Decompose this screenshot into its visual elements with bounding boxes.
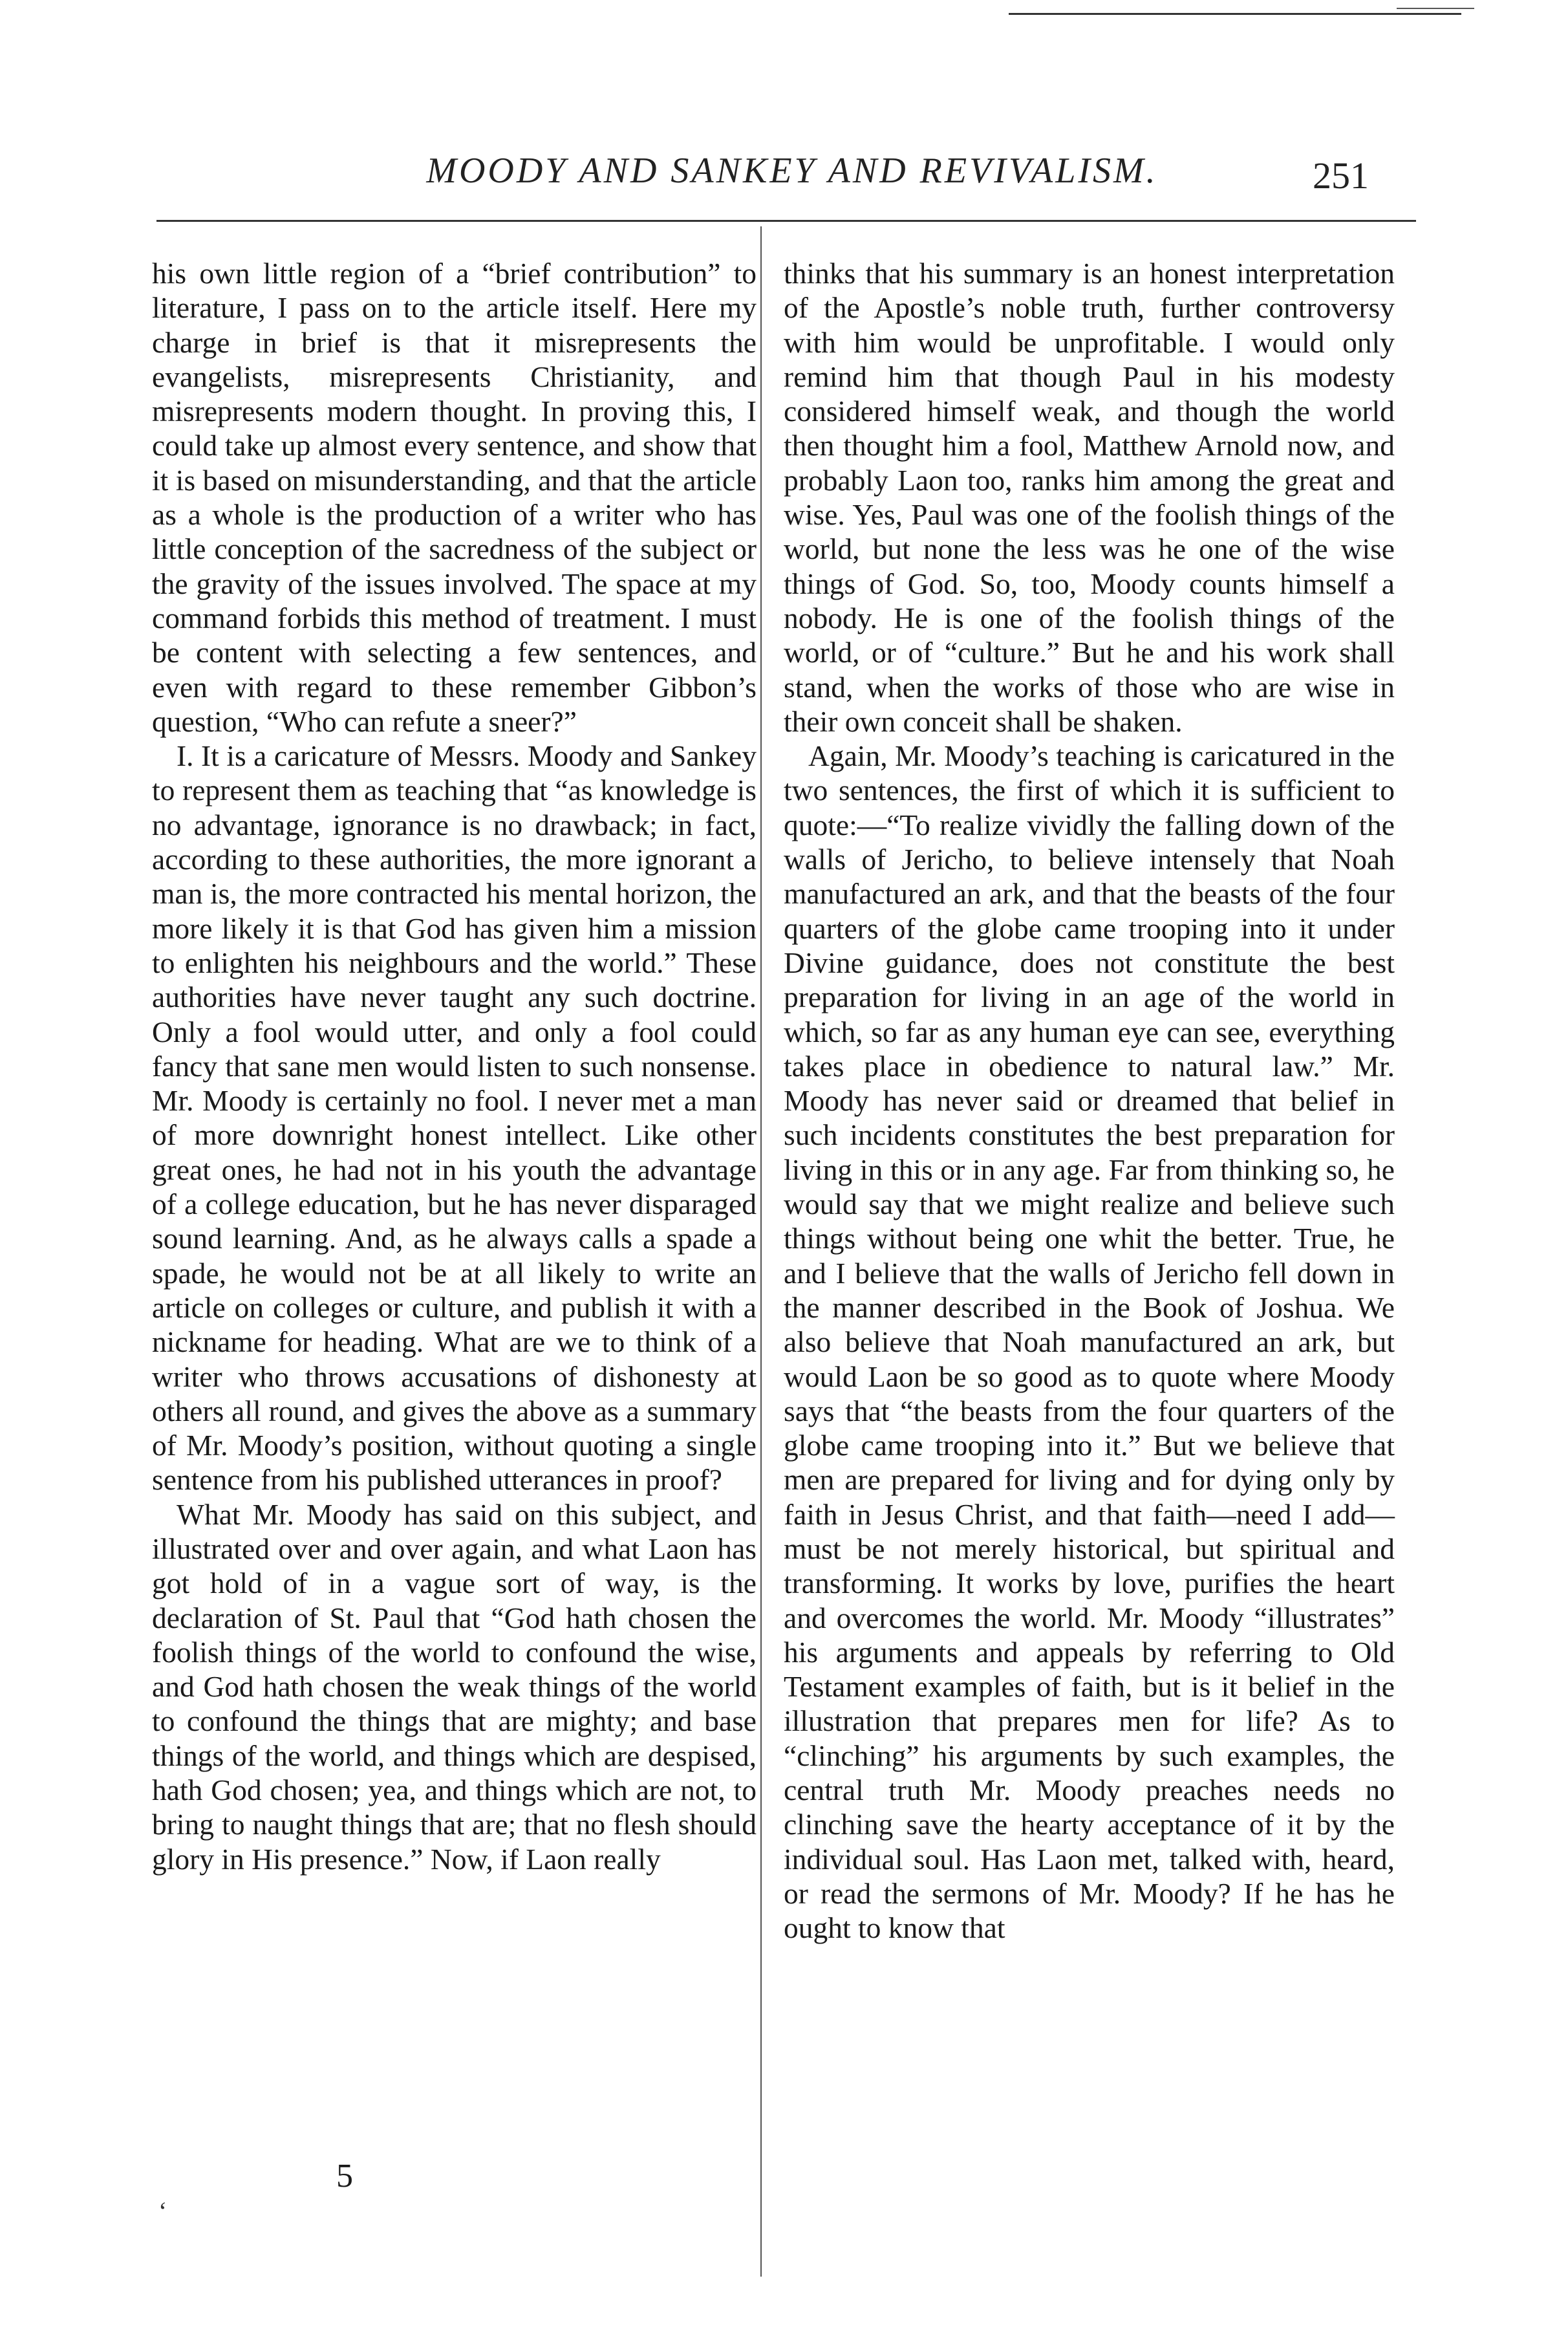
right-paragraph-1: thinks that his summary is an honest interpretation of the Apostle’s noble truth, further controversy with him would be unprofitable. I would only remind him that though Paul in his modesty considered himself weak, and though the world then thought him a fool, Matthew Arnold now, and probably Laon too, ranks him among the great and wise. Yes, Paul was one of the foolish things of the world, but none the less was he one of the wise things of God. So, too, Moody counts himself a nobody. He is one of the foolish things of the world, or of “culture.” But he and his work shall stand, when the works of those who are wise in their own conceit shall be shaken. (784, 257, 1395, 738)
signature-mark: 5 (336, 2158, 353, 2194)
running-title: MOODY AND SANKEY AND REVIVALISM. (426, 151, 1158, 191)
header-rule (156, 220, 1416, 222)
column-divider (760, 226, 762, 2277)
top-edge-mark (1397, 8, 1474, 9)
left-column (152, 256, 757, 1876)
print-speck: ʻ (158, 2196, 167, 2226)
left-paragraph-2: I. It is a caricature of Messrs. Moody and Sankey to represent them as teaching that “as knowledge is no advantage, ignorance is no drawback; in fact, according to these authorities, the more ignorant a man is, the more contracted his mental horizon, the more likely it is that God has given him a mission to enlighten his neighbours and the world.” These authorities have never taught any such doctrine. Only a fool would utter, and only a fool could fancy that sane men would listen to such nonsense. Mr. Moody is certainly no fool. I never met a man of more downright honest intellect. Like other great ones, he had not in his youth the advantage of a college education, but he has never disparaged sound learning. And, as he always calls a spade a spade, he would not be at all likely to write an article on colleges or culture, and publish it with a nickname for heading. What are we to think of a writer who throws accusations of dishonesty at others all round, and gives the above as a summary of Mr. Moody’s position, without quoting a single sentence from his published utterances in proof? (152, 739, 757, 1497)
page-number: 251 (1313, 155, 1369, 197)
left-paragraph-1: his own little region of a “brief contribution” to literature, I pass on to the article itself. Here my charge in brief is that it misrepresents the evangelists, misrepresents Christianity, and misrepresents modern thought. In proving this, I could take up almost every sentence, and show that it is based on misunderstanding, and that the article as a whole is the production of a writer who has little conception of the sacredness of the subject or the gravity of the issues involved. The space at my command forbids this method of treatment. I must be content with selecting a few sentences, and even with regard to these remember Gibbon’s question, “Who can refute a sneer?” (152, 257, 757, 738)
right-paragraph-2: Again, Mr. Moody’s teaching is caricatured in the two sentences, the first of which it is sufficient to quote:—“To realize vividly the falling down of the walls of Jericho, to believe intensely that Noah manufactured an ark, and that the beasts of the four quarters of the globe came trooping into it under Divine guidance, does not constitute the best preparation for living in an age of the world in which, so far as any human eye can see, everything takes place in obedience to natural law.” Mr. Moody has never said or dreamed that belief in such incidents constitutes the best preparation for living in this or in any age. Far from thinking so, he would say that we might realize and believe such things without being one whit the better. True, he and I believe that the walls of Jericho fell down in the manner described in the Book of Joshua. We also believe that Noah manufactured an ark, but would Laon be so good as to quote where Moody says that “the beasts from the four quarters of the globe came trooping into it.” But we believe that men are prepared for living and for dying only by faith in Jesus Christ, and that faith—need I add—must be not merely historical, but spiritual and transforming. It works by love, purifies the heart and overcomes the world. Mr. Moody “illustrates” his arguments and appeals by referring to Old Testament examples of faith, but is it belief in the illustration that prepares men for life? As to “clinching” his arguments by such examples, the central truth Mr. Moody preaches needs no clinching save the hearty acceptance of it by the individual soul. Has Laon met, talked with, heard, or read the sermons of Mr. Moody? If he has he ought to know that (784, 739, 1395, 1945)
right-column (784, 256, 1395, 1945)
left-paragraph-3: What Mr. Moody has said on this subject, and illustrated over and over again, and what Laon has got hold of in a vague sort of way, is the declaration of St. Paul that “God hath chosen the foolish things of the world to confound the wise, and God hath chosen the weak things of the world to confound the things that are mighty; and base things of the world, and things which are despised, hath God chosen; yea, and things which are not, to bring to naught things that are; that no flesh should glory in His presence.” Now, if Laon really (152, 1497, 757, 1876)
top-edge-rule (1009, 13, 1461, 15)
